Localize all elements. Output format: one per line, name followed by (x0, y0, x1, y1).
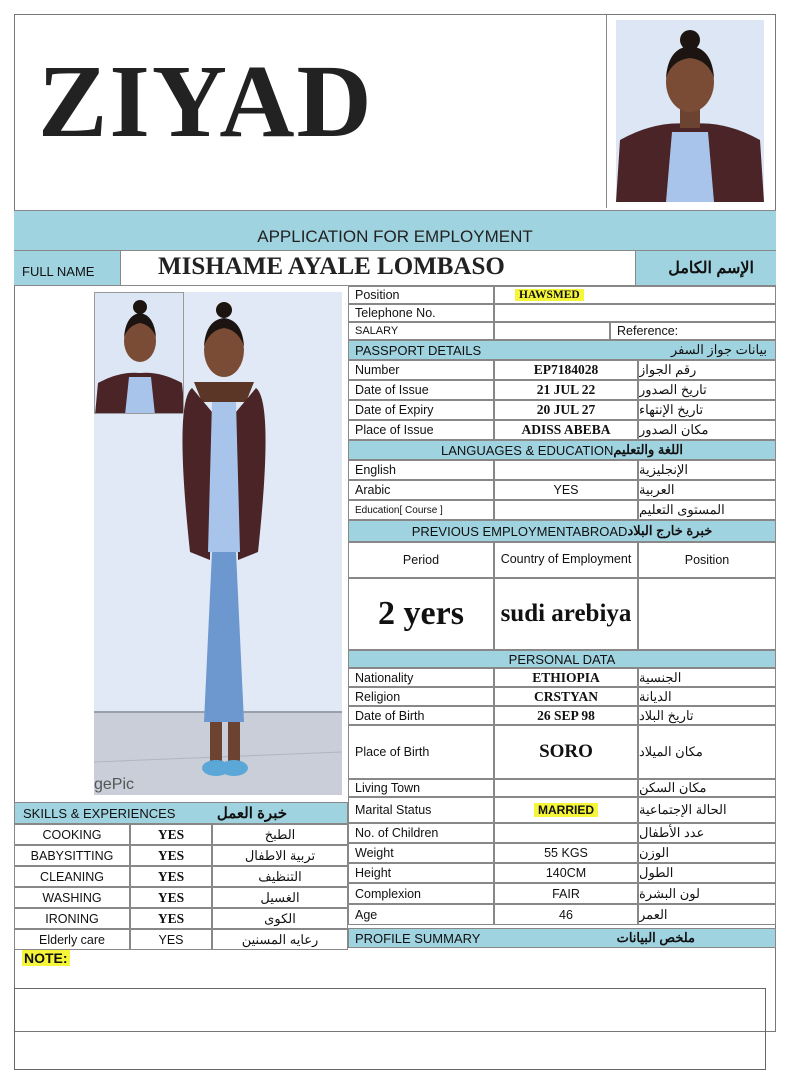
passport-label-text: Number (355, 363, 400, 377)
personal-value-text: 140CM (545, 866, 587, 880)
personal-label-ar-text: مكان الميلاد (639, 744, 703, 759)
skill-label-ar (212, 887, 348, 908)
language-label (348, 460, 494, 480)
personal-label (348, 725, 494, 779)
language-label-text: Arabic (355, 483, 391, 497)
language-label-text: Education[ Course ] (355, 504, 443, 516)
position-value: HAWSMED (515, 289, 584, 301)
full-name-label: FULL NAME (22, 264, 95, 279)
personal-label-ar (638, 863, 776, 883)
personal-label-text: Nationality (355, 670, 414, 685)
passport-label (348, 360, 494, 380)
skill-value-text: YES (157, 826, 185, 842)
skills-title: SKILLS & EXPERIENCES (23, 805, 176, 821)
passport-label-ar (638, 380, 776, 400)
personal-label-text: Living Town (355, 781, 421, 795)
col-period (348, 542, 494, 578)
personal-label (348, 797, 494, 823)
employment-title: PREVIOUS EMPLOYMENTABROAD (411, 523, 628, 539)
personal-value-text: MARRIED (534, 803, 598, 817)
passport-label-ar (638, 400, 776, 420)
personal-label-ar-text: مكان السكن (639, 780, 707, 795)
skill-label-ar-text: التنظيف (258, 868, 302, 884)
reference-label (610, 322, 776, 340)
skills-band (14, 802, 348, 824)
skill-value-text: YES (157, 868, 185, 884)
personal-label-ar-text: الوزن (639, 845, 670, 860)
personal-label-ar (638, 687, 776, 706)
telephone-label (348, 304, 494, 322)
employment-period-value: 2 yers (378, 595, 464, 632)
skill-label-ar (212, 866, 348, 887)
personal-value (494, 779, 638, 797)
employment-title-ar: خبرة خارج البلاد (627, 523, 713, 538)
col-country (494, 542, 638, 578)
personal-label-text: Marital Status (355, 803, 432, 817)
col-position (638, 542, 776, 578)
language-label-ar (638, 460, 776, 480)
personal-label-text: Date of Birth (355, 708, 425, 723)
passport-value (494, 360, 638, 380)
skill-label-text: WASHING (42, 890, 102, 905)
passport-title-ar: بيانات جواز السفر (670, 342, 767, 357)
passport-value-text: 20 JUL 27 (536, 402, 596, 417)
col-position-text: Position (684, 553, 730, 567)
inset-photo (94, 292, 184, 414)
language-value (494, 460, 638, 480)
skill-label (14, 908, 130, 929)
skill-value (130, 887, 212, 908)
personal-label-ar (638, 779, 776, 797)
personal-label-ar (638, 843, 776, 863)
skill-label (14, 824, 130, 845)
skills-title-ar: خبرة العمل (216, 805, 287, 822)
personal-label-ar (638, 823, 776, 843)
personal-label (348, 863, 494, 883)
skill-label-ar (212, 824, 348, 845)
employment-period (348, 578, 494, 650)
language-value (494, 480, 638, 500)
personal-title: PERSONAL DATA (508, 651, 616, 667)
personal-label-text: Age (355, 907, 378, 922)
employment-country-value: sudi arebiya (500, 600, 632, 627)
languages-title-ar: اللغة والتعليم (613, 442, 684, 457)
agency-name: ZIYAD (38, 44, 374, 159)
passport-title: PASSPORT DETAILS (355, 342, 482, 358)
profile-band (348, 928, 776, 948)
languages-title: LANGUAGES & EDUCATION (440, 442, 614, 458)
personal-label-ar (638, 725, 776, 779)
language-label-ar (638, 500, 776, 520)
personal-value (494, 797, 638, 823)
salary-value (494, 322, 610, 340)
language-label-ar-text: الإنجليزية (639, 462, 689, 477)
skill-value (130, 824, 212, 845)
employment-position (638, 578, 776, 650)
skill-value-text: YES (158, 932, 184, 947)
personal-value (494, 687, 638, 706)
personal-label-text: Religion (355, 689, 401, 704)
personal-label (348, 706, 494, 725)
skill-label (14, 845, 130, 866)
personal-label-ar (638, 797, 776, 823)
passport-band (348, 340, 776, 360)
skill-label-ar-text: تربية الاطفال (244, 847, 316, 863)
note-label-text: NOTE: (24, 950, 68, 966)
skill-label-text: COOKING (42, 827, 102, 842)
passport-label-ar-text: تاريخ الصدور (639, 382, 707, 397)
personal-band (348, 650, 776, 668)
passport-value (494, 380, 638, 400)
passport-label-ar (638, 360, 776, 380)
language-value (494, 500, 638, 520)
full-name-value: MISHAME AYALE LOMBASO (158, 253, 505, 280)
passport-label (348, 400, 494, 420)
language-label (348, 500, 494, 520)
skill-value (130, 866, 212, 887)
personal-label (348, 883, 494, 904)
personal-label-ar (638, 883, 776, 904)
telephone-value (494, 304, 776, 322)
personal-label (348, 779, 494, 797)
header-divider (606, 14, 607, 208)
personal-label-ar (638, 706, 776, 725)
skill-label-text: Elderly care (39, 932, 105, 947)
personal-label-ar-text: الديانة (639, 688, 672, 704)
profile-title-ar: ملخص البيانات (616, 930, 695, 945)
language-label-ar-text: العربية (639, 482, 675, 497)
full-name-label-ar: الإسم الكامل (668, 260, 754, 277)
passport-label (348, 420, 494, 440)
personal-label-text: Place of Birth (355, 745, 430, 759)
col-period-text: Period (402, 553, 440, 567)
languages-band (348, 440, 776, 460)
position-value-cell (494, 286, 776, 304)
personal-value (494, 668, 638, 687)
passport-label-text: Date of Expiry (355, 403, 434, 417)
employment-band (348, 520, 776, 542)
skill-label-ar (212, 845, 348, 866)
skill-value (130, 929, 212, 950)
personal-label (348, 668, 494, 687)
skill-value (130, 908, 212, 929)
language-label-text: English (355, 463, 396, 477)
personal-label-ar-text: الجنسية (639, 669, 682, 685)
passport-label-ar-text: رقم الجواز (639, 362, 697, 377)
skill-label-ar-text: رعايه المسنين (241, 931, 319, 947)
form-title: APPLICATION FOR EMPLOYMENT (257, 227, 533, 246)
personal-value-text: 46 (559, 907, 573, 922)
profile-title: PROFILE SUMMARY (355, 930, 481, 946)
personal-label-ar-text: تاريخ البلاد (639, 707, 694, 723)
skill-label-ar-text: الغسيل (260, 889, 300, 905)
personal-label-ar-text: لون البشرة (639, 885, 700, 901)
skill-label-text: IRONING (45, 911, 99, 926)
skill-value (130, 845, 212, 866)
personal-label-ar (638, 904, 776, 925)
passport-label-ar-text: تاريخ الإنتهاء (639, 402, 704, 417)
passport-label (348, 380, 494, 400)
reference-label-text: Reference: (617, 324, 679, 338)
passport-value-text: ADISS ABEBA (521, 422, 611, 437)
passport-label-text: Place of Issue (355, 423, 434, 437)
personal-value-text: 26 SEP 98 (537, 707, 595, 723)
language-label (348, 480, 494, 500)
language-label-ar-text: المستوى التعليم (639, 502, 725, 517)
personal-label (348, 843, 494, 863)
skill-label (14, 887, 130, 908)
personal-label (348, 904, 494, 925)
personal-value-text: SORO (539, 741, 593, 762)
personal-label-ar-text: الطول (639, 865, 674, 880)
header-photo (616, 20, 764, 202)
skill-label-text: CLEANING (40, 869, 104, 884)
passport-label-ar (638, 420, 776, 440)
personal-label (348, 687, 494, 706)
passport-label-ar-text: مكان الصدور (639, 422, 709, 437)
col-country-text: Country of Employment (500, 552, 632, 567)
personal-label-text: Height (355, 866, 392, 880)
skill-label-ar (212, 908, 348, 929)
skill-label-ar (212, 929, 348, 950)
passport-value (494, 420, 638, 440)
personal-value-text: FAIR (552, 886, 580, 901)
passport-label-text: Date of Issue (355, 383, 429, 397)
position-label-text: Position (355, 288, 400, 302)
position-label (348, 286, 494, 304)
note-label (22, 950, 70, 966)
personal-label-ar (638, 668, 776, 687)
skill-label-text: BABYSITTING (30, 848, 114, 863)
skill-label-ar-text: الكوى (264, 910, 296, 926)
skill-value-text: YES (157, 910, 185, 926)
personal-value (494, 725, 638, 779)
employment-country (494, 578, 638, 650)
personal-value (494, 883, 638, 904)
personal-value-text: 55 KGS (544, 846, 588, 860)
personal-label (348, 823, 494, 843)
skill-label (14, 866, 130, 887)
passport-value (494, 400, 638, 420)
salary-label-text: SALARY (355, 325, 399, 337)
personal-label-text: No. of Children (355, 826, 439, 840)
personal-label-text: Weight (355, 846, 394, 860)
personal-value-text: CRSTYAN (533, 688, 599, 704)
passport-value-text: 21 JUL 22 (536, 382, 596, 397)
personal-value (494, 904, 638, 925)
skill-label-ar-text: الطبخ (264, 826, 296, 842)
telephone-label-text: Telephone No. (355, 306, 436, 320)
personal-label-ar-text: العمر (639, 906, 668, 922)
skill-value-text: YES (157, 847, 185, 863)
salary-label (348, 322, 494, 340)
personal-label-text: Complexion (355, 886, 422, 901)
bottom-box (14, 988, 766, 1070)
skill-value-text: YES (157, 889, 185, 905)
personal-label-ar-text: عدد الأطفال (639, 825, 705, 840)
personal-label-ar-text: الحالة الإجتماعية (639, 802, 727, 817)
personal-value (494, 863, 638, 883)
personal-value (494, 706, 638, 725)
personal-value-text: ETHIOPIA (532, 669, 600, 685)
language-label-ar (638, 480, 776, 500)
passport-value-text: EP7184028 (533, 362, 599, 377)
personal-value (494, 823, 638, 843)
language-value-text: YES (553, 483, 579, 497)
personal-value (494, 843, 638, 863)
photo-watermark: gePic (94, 776, 135, 793)
skill-label (14, 929, 130, 950)
